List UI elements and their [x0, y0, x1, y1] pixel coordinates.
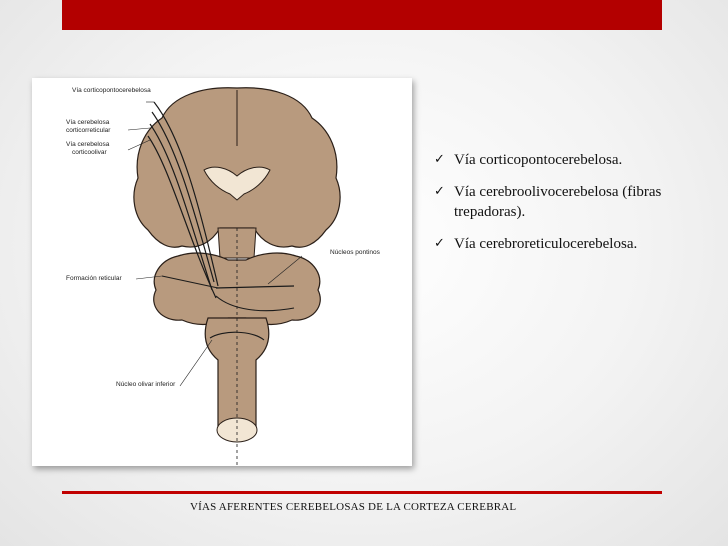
label-reticular-formation: Formación reticular — [66, 275, 122, 282]
label-cerebellar-reticular-1: Vía cerebelosa — [66, 119, 110, 126]
label-cerebellar-reticular-2: corticorreticular — [66, 127, 111, 134]
footer-divider — [62, 491, 662, 494]
check-icon: ✓ — [434, 152, 445, 167]
check-icon: ✓ — [434, 236, 445, 251]
bullet-text: Vía cerebroreticulocerebelosa. — [454, 236, 638, 252]
footer-title: VÍAS AFERENTES CEREBELOSAS DE LA CORTEZA CEREBRAL — [190, 501, 517, 513]
label-corticopontine: Vía corticopontocerebelosa — [72, 87, 151, 94]
label-cerebellar-olivary-2: corticoolivar — [72, 149, 107, 156]
check-icon: ✓ — [434, 184, 445, 199]
bullet-list — [432, 150, 722, 266]
brain-illustration — [32, 78, 412, 466]
bullet-item — [432, 150, 722, 170]
label-cerebellar-olivary-1: Vía cerebelosa — [66, 141, 110, 148]
bullet-text: Vía corticopontocerebelosa. — [454, 152, 623, 168]
bullet-item — [432, 234, 722, 254]
title-bar — [62, 0, 662, 30]
label-pontine-nuclei: Núcleos pontinos — [330, 249, 380, 256]
bullet-item — [432, 182, 722, 222]
label-inferior-olivary: Núcleo olivar inferior — [116, 381, 176, 388]
brain-pathways-figure — [32, 78, 412, 466]
bullet-text: Vía cerebroolivocerebelosa (fibras trepadoras). — [454, 184, 662, 220]
